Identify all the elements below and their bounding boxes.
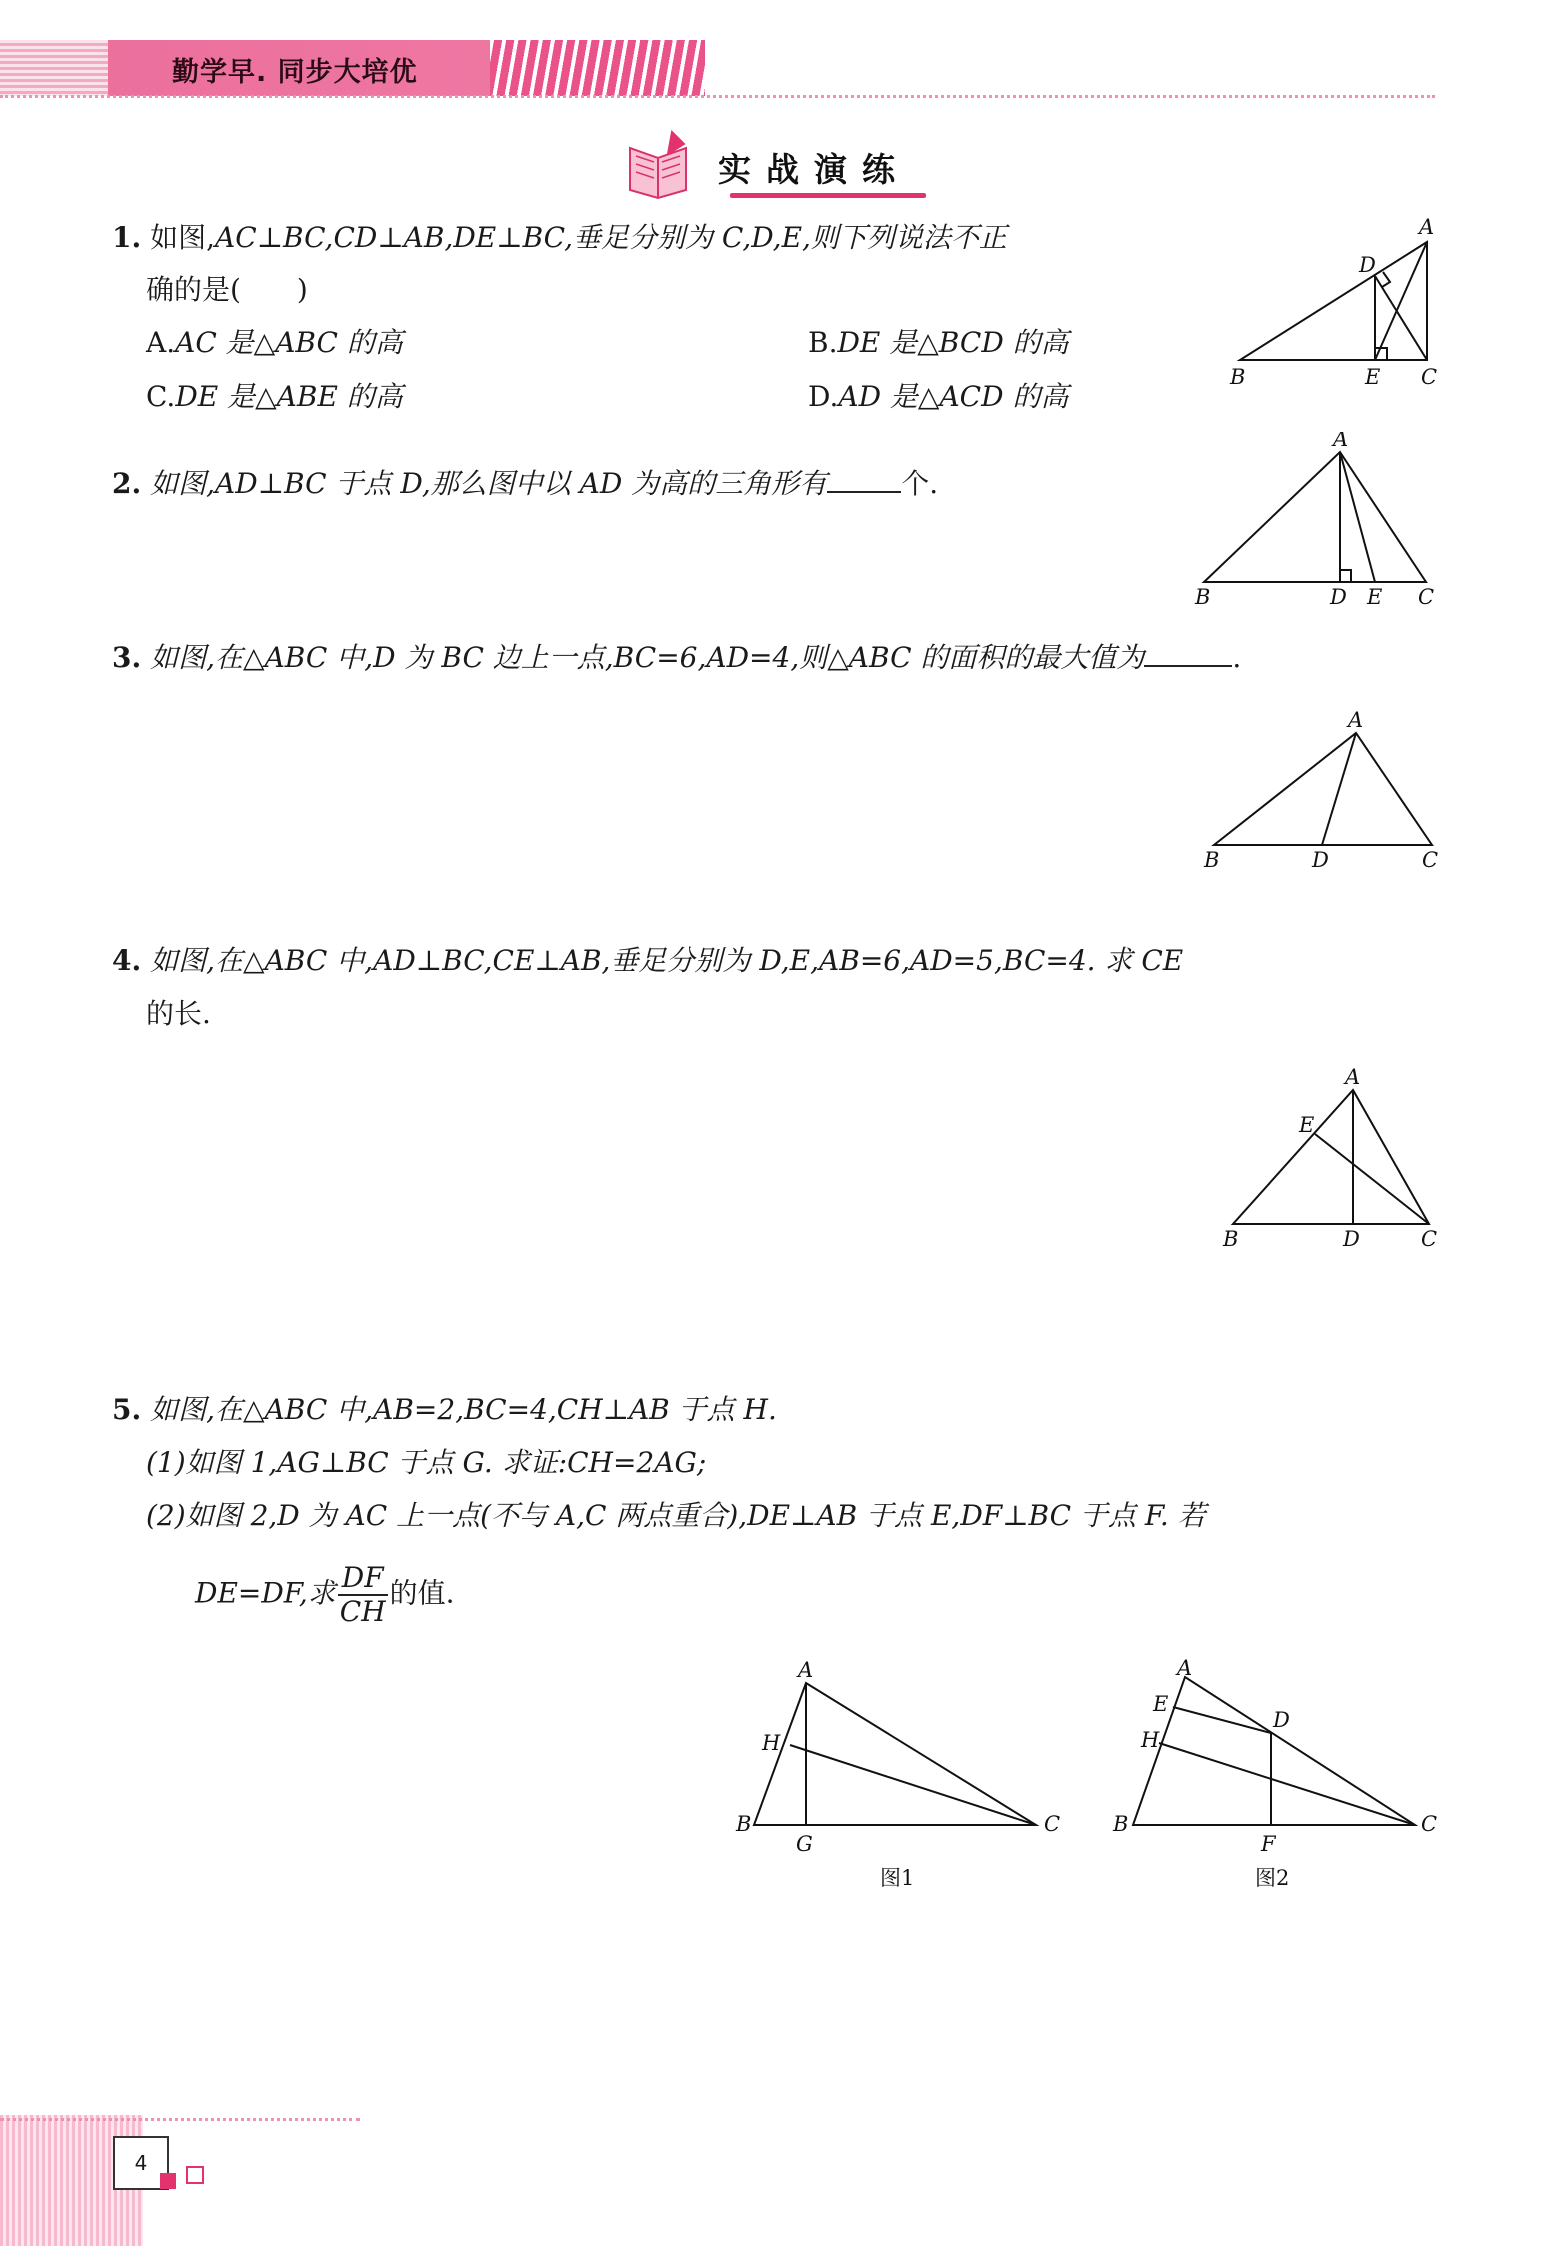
q4-line2: 的长. bbox=[146, 997, 211, 1030]
q4-label-d: D bbox=[1343, 1227, 1360, 1251]
q1-stem: AC⊥BC,CD⊥AB,DE⊥BC,垂足分别为 C,D,E,则下列说法不正 bbox=[215, 221, 1007, 254]
fig1-caption: 图1 bbox=[880, 1866, 915, 1890]
q5-part1: (1)如图 1,AG⊥BC 于点 G. 求证:CH=2AG; bbox=[146, 1446, 707, 1479]
q3-stem: 如图,在△ABC 中,D 为 BC 边上一点,BC=6,AD=4,则△ABC 的面积的最大值为 bbox=[150, 641, 1145, 674]
q5-figure-2 bbox=[1105, 1655, 1445, 1895]
fig2-label-d: D bbox=[1273, 1708, 1290, 1732]
q5-stem: 如图,在△ABC 中,AB=2,BC=4,CH⊥AB 于点 H. bbox=[150, 1393, 777, 1426]
q3-stem-end: . bbox=[1232, 641, 1242, 674]
q4-line1 bbox=[112, 941, 1183, 981]
q1-label-a: A bbox=[1419, 215, 1435, 239]
fraction-denominator: CH bbox=[339, 1595, 386, 1628]
q2-label-a: A bbox=[1333, 432, 1349, 451]
q2-label-b: B bbox=[1195, 585, 1211, 609]
fig2-label-e: E bbox=[1153, 1692, 1169, 1716]
page-number: 4 bbox=[113, 2136, 169, 2190]
fig2-label-h: H bbox=[1141, 1728, 1160, 1752]
fig2-label-c: C bbox=[1421, 1812, 1438, 1836]
fig2-label-f: F bbox=[1261, 1832, 1276, 1856]
fig1-label-g: G bbox=[796, 1832, 813, 1856]
option-label: A. bbox=[146, 326, 176, 359]
fig1-triangle-abc bbox=[754, 1683, 1036, 1825]
q5-part2-cont bbox=[195, 1562, 455, 1628]
q2-segment-ae bbox=[1340, 452, 1375, 582]
q1-label-d: D bbox=[1359, 253, 1376, 277]
q2-figure bbox=[1190, 432, 1445, 610]
q1-triangle-abc bbox=[1240, 242, 1427, 360]
section-title: 实战演练 bbox=[718, 150, 910, 189]
section-title-underline bbox=[730, 193, 926, 198]
option-label: C. bbox=[146, 380, 176, 413]
q1-option-b bbox=[808, 323, 1069, 363]
q5-part2: (2)如图 2,D 为 AC 上一点(不与 A,C 两点重合),DE⊥AB 于点 E,DF⊥BC 于点 F. 若 bbox=[146, 1499, 1206, 1532]
q1-number: 1. bbox=[112, 221, 142, 254]
footer-divider bbox=[0, 2118, 360, 2121]
fraction-df-ch bbox=[338, 1562, 388, 1628]
q3-figure bbox=[1198, 705, 1448, 875]
q1-option-c bbox=[146, 377, 403, 417]
q5-figure-1 bbox=[730, 1655, 1070, 1895]
q1-figure bbox=[1225, 212, 1450, 392]
option-text: DE 是△BCD 的高 bbox=[837, 326, 1069, 359]
q1-label-b: B bbox=[1230, 365, 1246, 389]
q2-answer-blank[interactable] bbox=[827, 467, 901, 493]
q1-option-d bbox=[808, 377, 1068, 417]
q3-line1 bbox=[112, 638, 1241, 678]
q5-part2-end: 的值. bbox=[389, 1576, 455, 1610]
fig2-segment-ch bbox=[1159, 1743, 1415, 1825]
q1-pre: 如图, bbox=[150, 221, 216, 254]
q3-triangle-abc bbox=[1214, 733, 1432, 845]
q2-label-c: C bbox=[1418, 585, 1435, 609]
header-stripes-left bbox=[0, 40, 108, 96]
q4-label-a: A bbox=[1345, 1065, 1361, 1089]
q4-label-b: B bbox=[1223, 1227, 1239, 1251]
q3-segment-ad bbox=[1322, 733, 1356, 845]
fig2-label-a: A bbox=[1177, 1656, 1193, 1680]
fig1-label-a: A bbox=[798, 1658, 814, 1682]
q5-part2-cont-text: DE=DF,求 bbox=[195, 1576, 336, 1610]
q4-label-c: C bbox=[1421, 1227, 1438, 1251]
q1-label-c: C bbox=[1421, 365, 1438, 389]
q4-label-e: E bbox=[1299, 1113, 1315, 1137]
q2-line1 bbox=[112, 464, 938, 504]
q2-number: 2. bbox=[112, 467, 142, 500]
q1-label-e: E bbox=[1365, 365, 1381, 389]
q2-label-d: D bbox=[1330, 585, 1347, 609]
q3-number: 3. bbox=[112, 641, 142, 674]
q1-right-angle-d bbox=[1382, 272, 1390, 287]
q4-segment-ce bbox=[1315, 1134, 1429, 1224]
footer-square-decoration bbox=[186, 2166, 204, 2184]
option-label: B. bbox=[808, 326, 838, 359]
q1-line1 bbox=[112, 218, 1007, 258]
q2-stem-end: 个. bbox=[901, 467, 939, 500]
q5-line1 bbox=[112, 1390, 777, 1430]
book-icon bbox=[622, 128, 698, 200]
q3-label-c: C bbox=[1422, 848, 1439, 872]
q4-number: 4. bbox=[112, 944, 142, 977]
q3-answer-blank[interactable] bbox=[1144, 641, 1232, 667]
header-divider bbox=[0, 95, 1435, 98]
header-title: 勤学早. 同步大培优 bbox=[172, 57, 418, 88]
q1-option-a bbox=[146, 323, 403, 363]
fig1-label-c: C bbox=[1044, 1812, 1061, 1836]
q2-triangle-abc bbox=[1204, 452, 1426, 582]
fig2-label-b: B bbox=[1113, 1812, 1129, 1836]
q2-right-angle-d bbox=[1340, 570, 1351, 582]
q4-stem: 如图,在△ABC 中,AD⊥BC,CE⊥AB,垂足分别为 D,E,AB=6,AD=5,BC=4. 求 CE bbox=[150, 944, 1184, 977]
fraction-numerator: DF bbox=[338, 1562, 388, 1596]
fig1-label-b: B bbox=[736, 1812, 752, 1836]
q5-number: 5. bbox=[112, 1393, 142, 1426]
q1-line2: 确的是( ) bbox=[146, 273, 308, 306]
option-label: D. bbox=[808, 380, 839, 413]
fig2-segment-de bbox=[1173, 1707, 1271, 1733]
page-number-accent bbox=[160, 2173, 176, 2189]
q2-label-e: E bbox=[1367, 585, 1383, 609]
header-stripes-right bbox=[490, 40, 705, 96]
fig2-triangle-abc bbox=[1133, 1677, 1415, 1825]
q4-triangle-abc bbox=[1233, 1090, 1429, 1224]
option-text: AD 是△ACD 的高 bbox=[838, 380, 1069, 413]
fig2-caption: 图2 bbox=[1255, 1866, 1290, 1890]
fig1-label-h: H bbox=[762, 1731, 781, 1755]
q1-segment-ae bbox=[1375, 242, 1427, 360]
q2-stem: 如图,AD⊥BC 于点 D,那么图中以 AD 为高的三角形有 bbox=[150, 467, 828, 500]
option-text: DE 是△ABE 的高 bbox=[175, 380, 403, 413]
q3-label-d: D bbox=[1312, 848, 1329, 872]
q4-figure bbox=[1215, 1058, 1450, 1258]
q3-label-a: A bbox=[1348, 708, 1364, 732]
option-text: AC 是△ABC 的高 bbox=[175, 326, 403, 359]
fig1-segment-ch bbox=[790, 1745, 1036, 1825]
q3-label-b: B bbox=[1204, 848, 1220, 872]
